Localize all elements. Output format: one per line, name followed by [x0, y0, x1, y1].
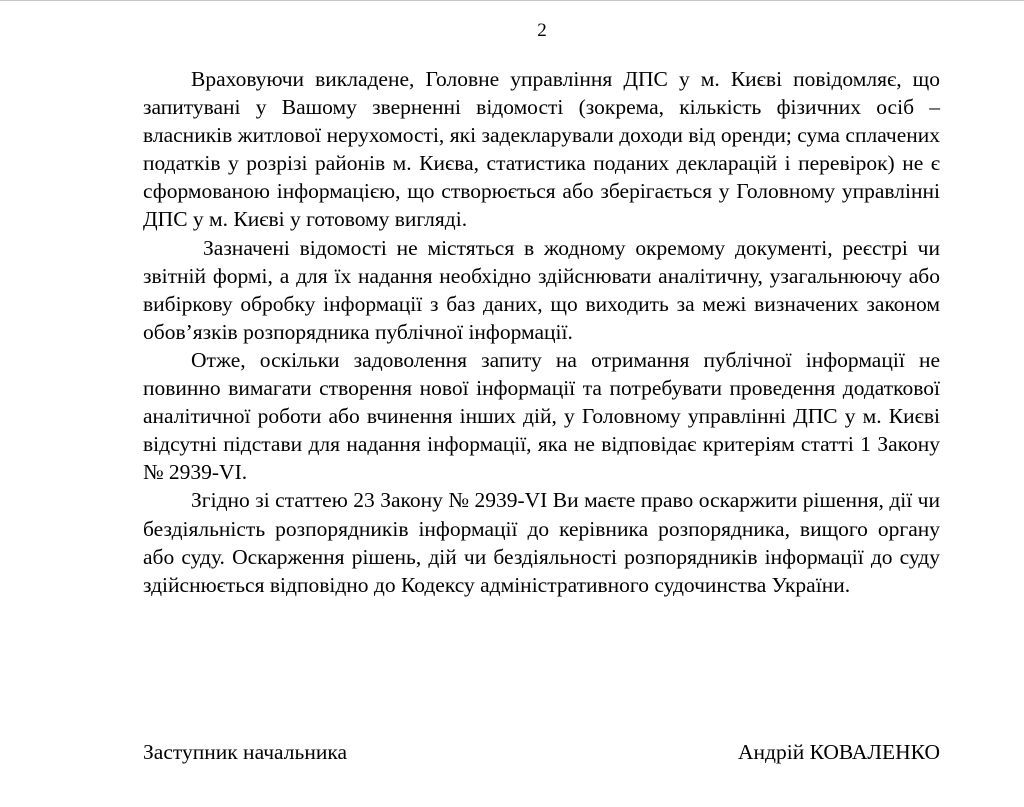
page-number: 2 — [537, 20, 547, 41]
signatory-title: Заступник начальника — [143, 740, 347, 764]
paragraph-4: Згідно зі статтею 23 Закону № 2939-VI Ви маєте право оскаржити рішення, дії чи бездіяльність розпорядників інформації до керівника розпорядника, вищого органу або суду. Оскарження рішень, дій чи бездіяльності розпорядників інформації до суду здійснюється відповідно до Кодексу адміністративного судочинства України. — [143, 488, 940, 597]
paragraph-3: Отже, оскільки задоволення запиту на отримання публічної інформації не повинно вимагати створення нової інформації та потребувати проведення додаткової аналітичної роботи або вчинення інших дій, у Головному управлінні ДПС у м. Києві відсутні підстави для надання інформації, яка не відповідає критеріям статті 1 Закону № 2939-VI. — [143, 347, 940, 485]
paragraph-2: Зазначені відомості не містяться в жодному окремому документі, реєстрі чи звітній формі, а для їх надання необхідно здійснювати аналітичну, узагальнюючу або вибіркову обробку інформації з баз даних, що виходить за межі визначених законом обов’язків розпорядника публічної інформації. — [143, 235, 940, 344]
paragraph-1: Враховуючи викладене, Головне управління ДПС у м. Києві повідомляє, що запитувані у Вашому зверненні відомості (зокрема, кількість фізичних осіб – власників житлової нерухомості, які задекларували доходи від оренди; сума сплачених податків у розрізі районів м. Києва, статистика поданих декларацій і перевірок) не є сформованою інформацією, що створюється або зберігається у Головному управлінні ДПС у м. Києві у готовому вигляді. — [143, 67, 940, 232]
signature-block — [143, 738, 940, 766]
letter-body — [143, 65, 940, 599]
signatory-name: Андрій КОВАЛЕНКО — [738, 740, 940, 764]
